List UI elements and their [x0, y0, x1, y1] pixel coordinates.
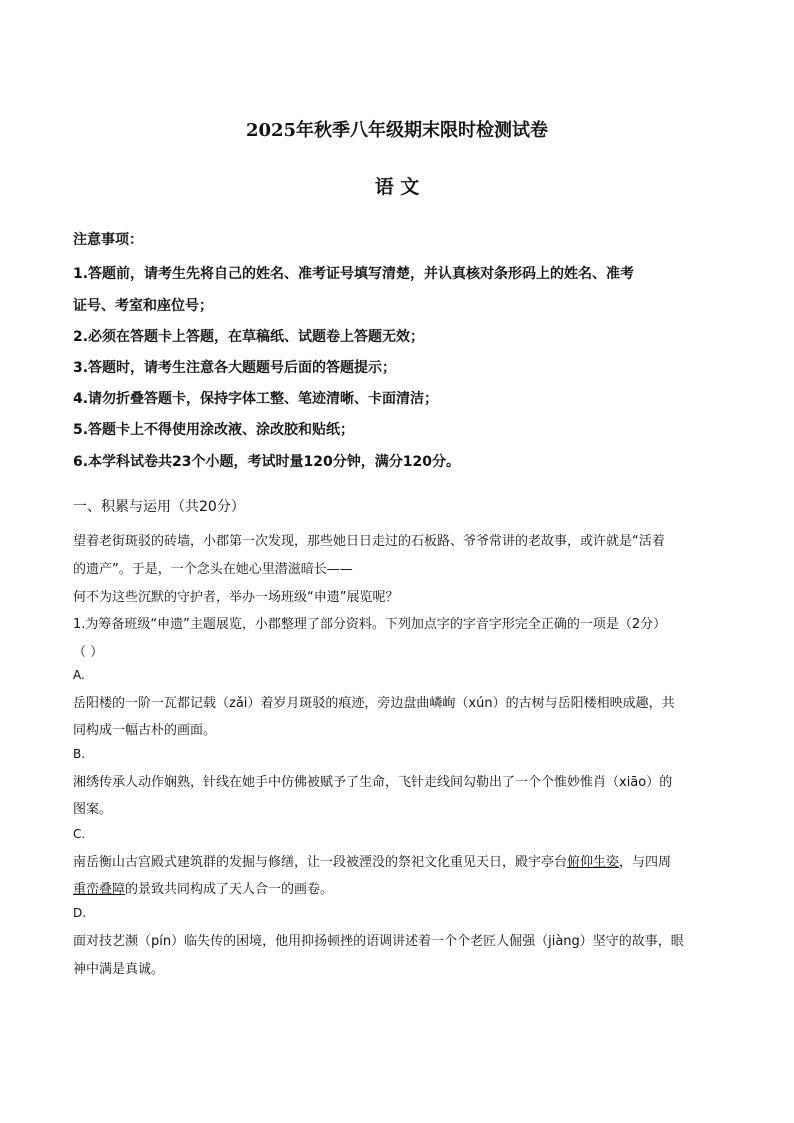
notice-item-6: 6.本学科试卷共23个小题，考试时量120分钟，满分120分。 — [73, 454, 460, 470]
option-b-line-1: 湘绣传承人动作娴熟，针线在她手中仿佛被赋予了生命，飞针走线间勾勒出了一个个惟妙惟肖（xiāo）的 — [73, 775, 673, 790]
notice-item-4: 4.请勿折叠答题卡，保持字体工整、笔迹清晰、卡面清洁； — [73, 391, 439, 407]
notice-heading: 注意事项： — [73, 232, 143, 248]
option-b-label: B. — [73, 747, 86, 761]
subject-title: 语 文 — [374, 176, 420, 198]
option-c-text-2: ，与四周 — [619, 855, 672, 870]
exam-title: 2025年秋季八年级期末限时检测试卷 — [245, 120, 549, 141]
notice-item-2: 2.必须在答题卡上答题，在草稿纸、试题卷上答题无效； — [73, 329, 425, 345]
notice-item-1-cont: 证号、考室和座位号； — [73, 298, 213, 314]
option-c-text-3: 的景致共同构成了天人合一的画卷。 — [125, 882, 334, 897]
underlined-phrase-1: 俯仰生姿 — [567, 855, 620, 870]
option-d-label: D. — [73, 906, 87, 920]
intro-line-3: 何不为这些沉默的守护者，举办一场班级“申遗”展览呢？ — [73, 590, 399, 605]
notice-item-3: 3.答题时，请考生注意各大题题号后面的答题提示； — [73, 360, 397, 376]
intro-line-1: 望着老街斑驳的砖墙，小郡第一次发现，那些她日日走过的石板路、爷爷常讲的老故事，或许就是“活着 — [73, 534, 665, 549]
option-c-line-1 — [73, 851, 671, 870]
option-a-line-1: 岳阳楼的一阶一瓦都记载（zǎi）着岁月斑驳的痕迹，旁边盘曲嶙峋（xún）的古树与岳阳楼相映成趣，共 — [73, 696, 675, 711]
option-b-line-2: 图案。 — [73, 802, 113, 817]
question-1-stem: 1.为筹备班级“申遗”主题展览，小郡整理了部分资料。下列加点字的字音字形完全正确的一项是（2分） — [73, 617, 667, 632]
option-c-line-2 — [73, 878, 333, 897]
section-heading: 一、积累与运用（共20分） — [73, 499, 245, 515]
option-c-label: C. — [73, 827, 86, 841]
option-d-line-2: 神中满是真诚。 — [73, 962, 165, 977]
option-d-line-1: 面对技艺濒（pín）临失传的困境，他用抑扬顿挫的语调讲述着一个个老匠人倔强（jiàng）坚守的故事，眼 — [73, 934, 684, 949]
underlined-phrase-2: 重峦叠障 — [73, 882, 126, 897]
notice-item-5: 5.答题卡上不得使用涂改液、涂改胶和贴纸； — [73, 422, 355, 438]
option-a-label: A. — [73, 668, 85, 682]
intro-line-2: 的遗产”。于是，一个念头在她心里潜滋暗长—— — [73, 562, 353, 577]
answer-paren: （ ） — [73, 645, 104, 660]
option-a-line-2: 同构成一幅古朴的画面。 — [73, 723, 217, 738]
option-c-text-1: 南岳衡山古宫殿式建筑群的发掘与修缮，让一段被湮没的祭祀文化重见天日，殿宇亭台 — [73, 855, 568, 870]
notice-item-1: 1.答题前，请考生先将自己的姓名、准考证号填写清楚，并认真核对条形码上的姓名、准考 — [73, 266, 635, 282]
